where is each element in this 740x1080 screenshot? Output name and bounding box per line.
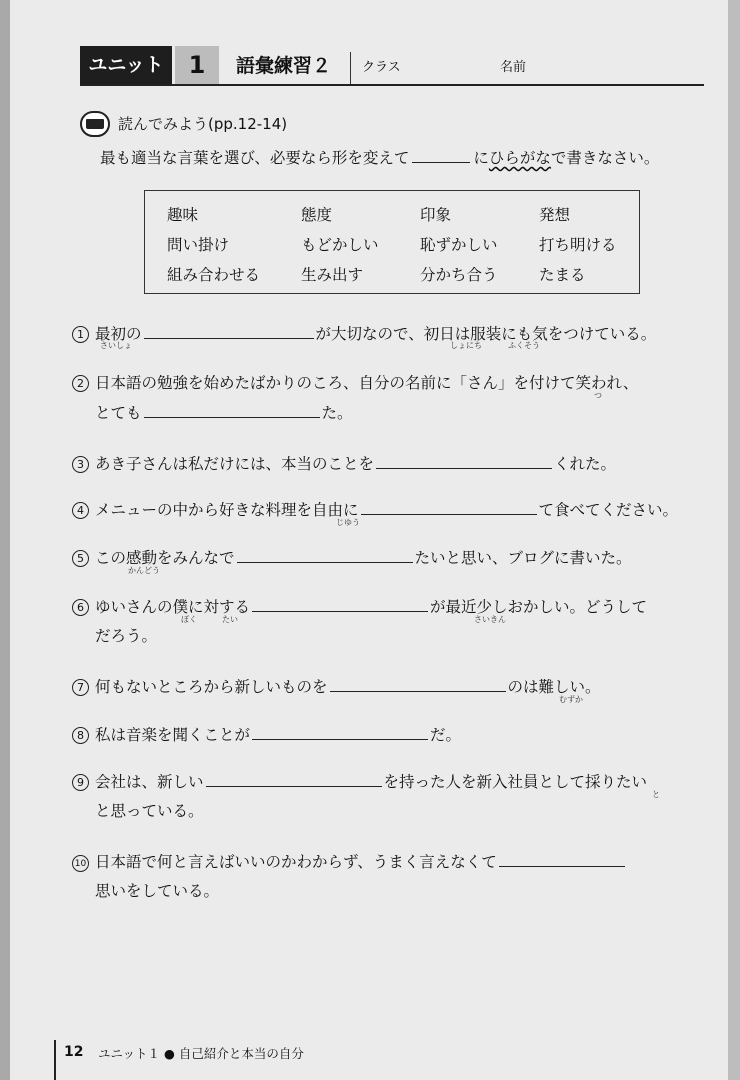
- furigana: さいしょ: [100, 341, 132, 350]
- question-number: 8: [72, 727, 89, 744]
- question-text: 日本語の勉強を始めたばかりのころ、自分の名前に「さん」を付けて笑われ、: [95, 374, 639, 392]
- answer-blank[interactable]: [252, 725, 428, 740]
- question-text: たいと思い、ブログに書いた。: [414, 549, 632, 567]
- header-underline: [80, 84, 704, 86]
- furigana: と: [652, 790, 660, 799]
- word-bank-item: 趣味: [167, 206, 199, 224]
- answer-blank[interactable]: [330, 677, 506, 692]
- furigana: しょにち: [450, 341, 482, 350]
- question-text: この感動をみんなで: [95, 549, 235, 567]
- question-2-line-2: [95, 401, 353, 423]
- question-3: [72, 452, 616, 474]
- question-number: 10: [72, 855, 89, 872]
- question-text: 何もないところから新しいものを: [95, 678, 328, 696]
- question-9: [72, 770, 647, 792]
- furigana: じゆう: [336, 518, 360, 527]
- answer-blank[interactable]: [499, 852, 625, 867]
- question-8: [72, 723, 461, 745]
- unit-label: ユニット: [80, 46, 172, 84]
- question-4: [72, 498, 678, 520]
- question-number: 5: [72, 550, 89, 567]
- word-bank-item: 印象: [420, 206, 452, 224]
- question-text: が大切なので、初日は服装にも気をつけている。: [315, 325, 657, 343]
- question-text: を持った人を新入社員として採りたい: [383, 773, 648, 791]
- sheet-title: 語彙練習２: [236, 55, 332, 77]
- section-title: 読んでみよう(pp.12-14): [118, 115, 288, 133]
- question-text: あき子さんは私だけには、本当のことを: [95, 455, 375, 473]
- answer-blank[interactable]: [376, 454, 552, 469]
- question-text: が最近少しおかしい。どうして: [430, 598, 648, 616]
- question-text: メニューの中から好きな料理を自由に: [95, 501, 359, 519]
- question-2: [72, 371, 638, 393]
- word-bank-item: 生み出す: [301, 266, 364, 284]
- instruction-blank: [412, 148, 470, 163]
- question-text: ゆいさんの僕に対する: [95, 598, 251, 616]
- question-number: 7: [72, 679, 89, 696]
- unit-number: 1: [175, 46, 219, 84]
- furigana: さいきん: [474, 615, 506, 624]
- question-6-line-2: だろう。: [95, 627, 158, 645]
- question-text: とても: [95, 404, 142, 422]
- question-text: 私は音楽を聞くことが: [95, 726, 251, 744]
- word-bank-item: 態度: [301, 206, 333, 224]
- word-bank-item: たまる: [539, 266, 586, 284]
- question-number: 1: [72, 326, 89, 343]
- question-text: だ。: [430, 726, 462, 744]
- question-number: 9: [72, 774, 89, 791]
- instruction-text-start: 最も適当な言葉を選び、必要なら形を変えて: [100, 149, 410, 167]
- answer-blank[interactable]: [237, 548, 413, 563]
- question-7: [72, 675, 601, 697]
- furigana: たい: [222, 615, 238, 624]
- name-field-label[interactable]: 名前: [500, 60, 527, 75]
- question-number: 2: [72, 375, 89, 392]
- word-bank-item: 問い掛け: [167, 236, 230, 254]
- answer-blank[interactable]: [144, 324, 314, 339]
- header-divider: [350, 52, 351, 84]
- instruction-text-end: で書きなさい。: [550, 149, 660, 167]
- question-text: くれた。: [554, 455, 617, 473]
- worksheet-header: [80, 46, 704, 86]
- question-text: 日本語で何と言えばいいのかわからず、うまく言えなくて: [95, 853, 497, 871]
- answer-blank[interactable]: [206, 772, 382, 787]
- footer-text: ユニット１ ● 自己紹介と本当の自分: [98, 1046, 304, 1061]
- instruction-text-ni: に: [473, 149, 489, 167]
- question-text: 会社は、新しい: [95, 773, 204, 791]
- question-text: 最初の: [95, 325, 142, 343]
- footer-divider: [54, 1040, 56, 1080]
- answer-blank[interactable]: [361, 500, 537, 515]
- question-number: 4: [72, 502, 89, 519]
- word-bank-item: 打ち明ける: [539, 236, 617, 254]
- answer-blank[interactable]: [252, 597, 428, 612]
- instruction-emphasis: ひらがな: [488, 149, 551, 167]
- question-text: た。: [321, 404, 353, 422]
- class-field-label[interactable]: クラス: [362, 60, 401, 75]
- question-text: のは難しい。: [507, 678, 601, 696]
- question-text: て食べてください。: [538, 501, 679, 519]
- book-icon: [80, 111, 110, 137]
- question-number: 3: [72, 456, 89, 473]
- word-bank-item: 分かち合う: [420, 266, 498, 284]
- furigana: つ: [594, 391, 602, 400]
- furigana: ぼく: [181, 615, 197, 624]
- word-bank-item: 恥ずかしい: [420, 236, 498, 254]
- question-number: 6: [72, 599, 89, 616]
- question-9-line-2: と思っている。: [95, 802, 204, 820]
- word-bank: [144, 190, 640, 294]
- word-bank-item: もどかしい: [301, 236, 379, 254]
- furigana: ふくそう: [508, 341, 540, 350]
- question-10: [72, 850, 627, 872]
- furigana: むずか: [559, 695, 583, 704]
- word-bank-item: 組み合わせる: [167, 266, 261, 284]
- question-1: [72, 322, 656, 344]
- question-10-line-2: 思いをしている。: [95, 882, 220, 900]
- word-bank-item: 発想: [539, 206, 571, 224]
- question-6: [72, 595, 647, 617]
- instruction: [100, 146, 659, 168]
- page-edge: [0, 0, 10, 1080]
- furigana: かんどう: [128, 566, 160, 575]
- answer-blank[interactable]: [144, 403, 320, 418]
- page-number: 12: [64, 1044, 84, 1060]
